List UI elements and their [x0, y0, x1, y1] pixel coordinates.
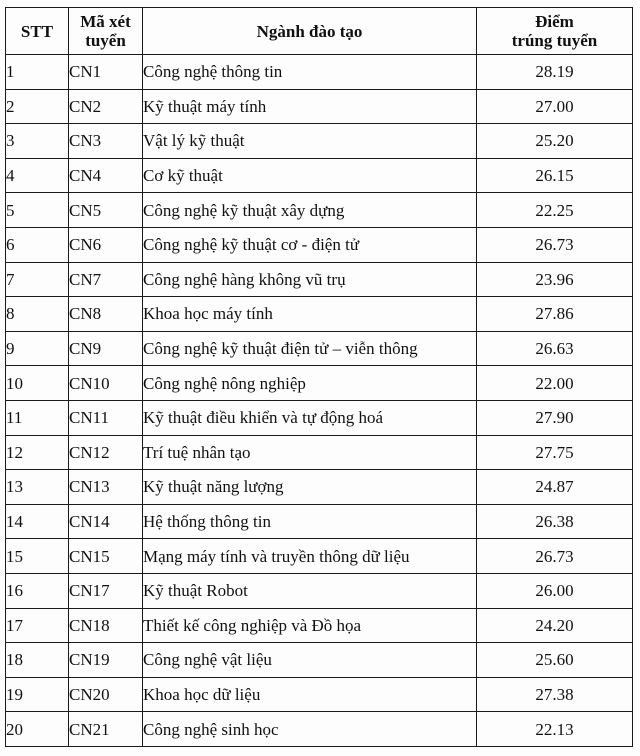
- major-name-cell: Công nghệ kỹ thuật xây dựng: [143, 193, 477, 228]
- header-code-line2: tuyển: [85, 31, 126, 50]
- table-row: [6, 124, 633, 159]
- program-code-cell: CN4: [69, 158, 143, 193]
- major-name-cell: Thiết kế công nghiệp và Đồ họa: [143, 608, 477, 643]
- stt-cell: 16: [6, 573, 69, 608]
- program-code-cell: CN18: [69, 608, 143, 643]
- stt-cell: 12: [6, 435, 69, 470]
- program-code-cell: CN10: [69, 366, 143, 401]
- stt-cell: 4: [6, 158, 69, 193]
- admission-score-cell: 27.86: [477, 297, 633, 332]
- program-code-cell: CN21: [69, 712, 143, 747]
- stt-cell: 8: [6, 297, 69, 332]
- admission-scores-table: [5, 7, 633, 747]
- table-header: [6, 8, 633, 55]
- major-name-cell: Công nghệ kỹ thuật điện tử – viễn thông: [143, 331, 477, 366]
- major-name-cell: Công nghệ sinh học: [143, 712, 477, 747]
- stt-cell: 20: [6, 712, 69, 747]
- table-row: [6, 712, 633, 747]
- table-row: [6, 608, 633, 643]
- admission-score-cell: 27.38: [477, 677, 633, 712]
- table-row: [6, 193, 633, 228]
- program-code-cell: CN14: [69, 504, 143, 539]
- table-row: [6, 677, 633, 712]
- program-code-cell: CN17: [69, 573, 143, 608]
- stt-cell: 18: [6, 643, 69, 678]
- admission-score-cell: 26.63: [477, 331, 633, 366]
- table-row: [6, 470, 633, 505]
- major-name-cell: Kỹ thuật điều khiển và tự động hoá: [143, 400, 477, 435]
- admission-score-cell: 22.25: [477, 193, 633, 228]
- admission-score-cell: 26.15: [477, 158, 633, 193]
- table-row: [6, 400, 633, 435]
- table-row: [6, 643, 633, 678]
- program-code-cell: CN5: [69, 193, 143, 228]
- program-code-cell: CN3: [69, 124, 143, 159]
- major-name-cell: Kỹ thuật máy tính: [143, 89, 477, 124]
- major-name-cell: Công nghệ kỹ thuật cơ - điện tử: [143, 227, 477, 262]
- admission-score-cell: 26.38: [477, 504, 633, 539]
- program-code-cell: CN20: [69, 677, 143, 712]
- program-code-cell: CN13: [69, 470, 143, 505]
- stt-cell: 19: [6, 677, 69, 712]
- table-row: [6, 573, 633, 608]
- program-code-cell: CN12: [69, 435, 143, 470]
- header-stt: STT: [6, 8, 69, 55]
- header-score-line2: trúng tuyển: [511, 31, 598, 50]
- program-code-cell: CN1: [69, 55, 143, 90]
- stt-cell: 5: [6, 193, 69, 228]
- major-name-cell: Trí tuệ nhân tạo: [143, 435, 477, 470]
- header-code: [69, 8, 143, 55]
- admission-score-cell: 26.73: [477, 539, 633, 574]
- stt-cell: 10: [6, 366, 69, 401]
- admission-score-cell: 24.20: [477, 608, 633, 643]
- table-row: [6, 366, 633, 401]
- admission-score-cell: 27.00: [477, 89, 633, 124]
- program-code-cell: CN7: [69, 262, 143, 297]
- table-row: [6, 227, 633, 262]
- table-row: [6, 297, 633, 332]
- admission-score-cell: 24.87: [477, 470, 633, 505]
- admission-score-cell: 23.96: [477, 262, 633, 297]
- major-name-cell: Hệ thống thông tin: [143, 504, 477, 539]
- table-row: [6, 539, 633, 574]
- table-body: [6, 55, 633, 747]
- major-name-cell: Kỹ thuật năng lượng: [143, 470, 477, 505]
- program-code-cell: CN19: [69, 643, 143, 678]
- major-name-cell: Cơ kỹ thuật: [143, 158, 477, 193]
- table-row: [6, 504, 633, 539]
- admission-score-cell: 26.73: [477, 227, 633, 262]
- table-row: [6, 158, 633, 193]
- table-row: [6, 89, 633, 124]
- header-major: Ngành đào tạo: [143, 8, 477, 55]
- program-code-cell: CN9: [69, 331, 143, 366]
- major-name-cell: Vật lý kỹ thuật: [143, 124, 477, 159]
- major-name-cell: Mạng máy tính và truyền thông dữ liệu: [143, 539, 477, 574]
- major-name-cell: Kỹ thuật Robot: [143, 573, 477, 608]
- program-code-cell: CN11: [69, 400, 143, 435]
- table-row: [6, 435, 633, 470]
- admission-score-cell: 27.90: [477, 400, 633, 435]
- admission-score-cell: 22.13: [477, 712, 633, 747]
- major-name-cell: Khoa học dữ liệu: [143, 677, 477, 712]
- major-name-cell: Khoa học máy tính: [143, 297, 477, 332]
- program-code-cell: CN8: [69, 297, 143, 332]
- header-code-line1: Mã xét: [80, 12, 131, 31]
- stt-cell: 6: [6, 227, 69, 262]
- header-row: [6, 8, 633, 55]
- admission-score-cell: 27.75: [477, 435, 633, 470]
- program-code-cell: CN15: [69, 539, 143, 574]
- stt-cell: 13: [6, 470, 69, 505]
- stt-cell: 14: [6, 504, 69, 539]
- major-name-cell: Công nghệ hàng không vũ trụ: [143, 262, 477, 297]
- stt-cell: 2: [6, 89, 69, 124]
- stt-cell: 17: [6, 608, 69, 643]
- program-code-cell: CN6: [69, 227, 143, 262]
- stt-cell: 7: [6, 262, 69, 297]
- major-name-cell: Công nghệ thông tin: [143, 55, 477, 90]
- major-name-cell: Công nghệ nông nghiệp: [143, 366, 477, 401]
- admission-score-cell: 25.20: [477, 124, 633, 159]
- stt-cell: 1: [6, 55, 69, 90]
- header-score-line1: Điểm: [535, 12, 574, 31]
- table-row: [6, 331, 633, 366]
- admission-score-cell: 28.19: [477, 55, 633, 90]
- stt-cell: 9: [6, 331, 69, 366]
- admission-score-cell: 25.60: [477, 643, 633, 678]
- table-row: [6, 55, 633, 90]
- program-code-cell: CN2: [69, 89, 143, 124]
- admission-score-cell: 26.00: [477, 573, 633, 608]
- stt-cell: 3: [6, 124, 69, 159]
- stt-cell: 15: [6, 539, 69, 574]
- major-name-cell: Công nghệ vật liệu: [143, 643, 477, 678]
- header-score: [477, 8, 633, 55]
- stt-cell: 11: [6, 400, 69, 435]
- admission-score-cell: 22.00: [477, 366, 633, 401]
- table-row: [6, 262, 633, 297]
